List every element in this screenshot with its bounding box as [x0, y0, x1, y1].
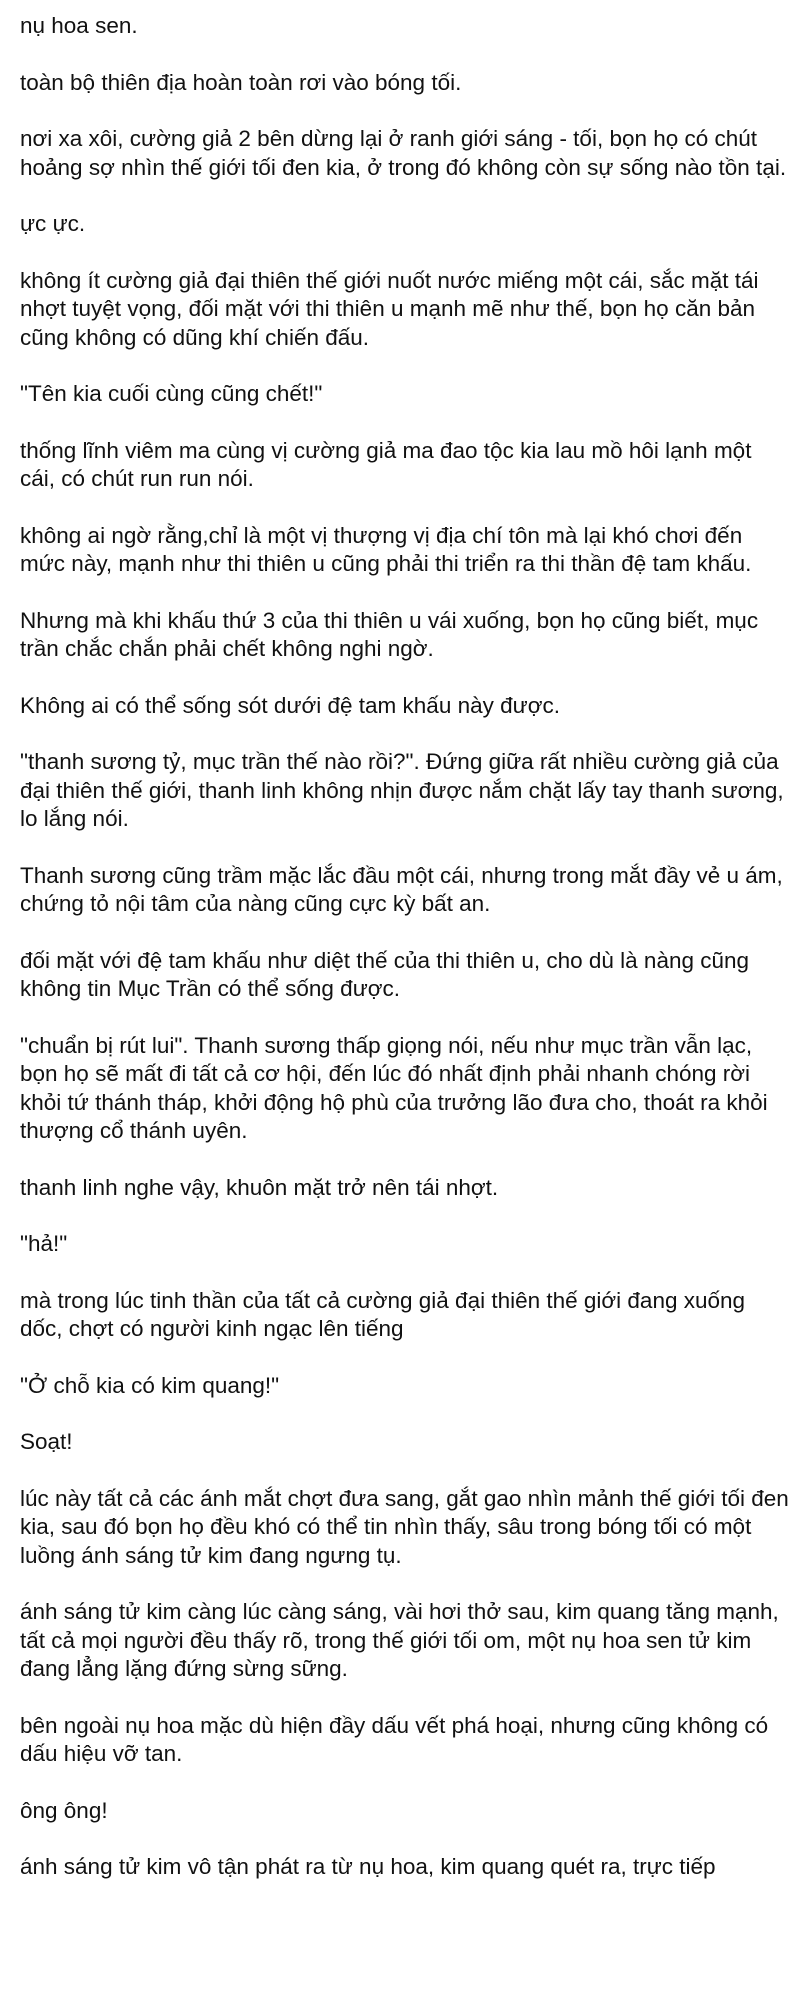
- paragraph: lúc này tất cả các ánh mắt chợt đưa sang, gắt gao nhìn mảnh thế giới tối đen kia, sau đó bọn họ đều khó có thể tin nhìn thấy, sâu trong bóng tối có một luồng ánh sáng tử kim đang ngưng tụ.: [20, 1485, 789, 1568]
- paragraph: Soạt!: [20, 1429, 73, 1454]
- paragraph: ánh sáng tử kim vô tận phát ra từ nụ hoa, kim quang quét ra, trực tiếp: [20, 1854, 716, 1879]
- paragraph: Nhưng mà khi khấu thứ 3 của thi thiên u vái xuống, bọn họ cũng biết, mục trần chắc chắn phải chết không nghi ngờ.: [20, 607, 759, 661]
- paragraph: "chuẩn bị rút lui". Thanh sương thấp giọng nói, nếu như mục trần vẫn lạc, bọn họ sẽ mất đi tất cả cơ hội, đến lúc đó nhất định phải nhanh chóng rời khỏi tứ thánh tháp, khởi động hộ phù của trưởng lão đưa cho, thoát ra khỏi thượng cổ thánh uyên.: [20, 1032, 768, 1143]
- paragraph: "Tên kia cuối cùng cũng chết!": [20, 381, 323, 406]
- paragraph: "thanh sương tỷ, mục trần thế nào rồi?". Đứng giữa rất nhiều cường giả của đại thiên thế giới, thanh linh không nhịn được nắm chặt lấy tay thanh sương, lo lắng nói.: [20, 749, 784, 831]
- paragraph: mà trong lúc tinh thần của tất cả cường giả đại thiên thế giới đang xuống dốc, chợt có người kinh ngạc lên tiếng: [20, 1287, 746, 1341]
- paragraph: đối mặt với đệ tam khấu như diệt thế của thi thiên u, cho dù là nàng cũng không tin Mục Trần có thể sống được.: [20, 947, 750, 1001]
- paragraph: ông ông!: [20, 1797, 108, 1823]
- paragraph: không ai ngờ rằng,chỉ là một vị thượng vị địa chí tôn mà lại khó chơi đến mức này, mạnh như thi thiên u cũng phải thi triển ra thi thần đệ tam khấu.: [20, 522, 752, 576]
- paragraph: ánh sáng tử kim càng lúc càng sáng, vài hơi thở sau, kim quang tăng mạnh, tất cả mọi người đều thấy rõ, trong thế giới tối om, một nụ hoa sen tử kim đang lẳng lặng đứng sừng sững.: [20, 1599, 779, 1681]
- paragraph: thanh linh nghe vậy, khuôn mặt trở nên tái nhợt.: [20, 1174, 499, 1200]
- paragraph: "Ở chỗ kia có kim quang!": [20, 1372, 280, 1398]
- paragraph: Không ai có thể sống sót dưới đệ tam khấu này được.: [20, 692, 560, 718]
- paragraph: "hả!": [20, 1231, 68, 1256]
- paragraph: bên ngoài nụ hoa mặc dù hiện đầy dấu vết phá hoại, nhưng cũng không có dấu hiệu vỡ tan.: [20, 1712, 769, 1766]
- paragraph: nơi xa xôi, cường giả 2 bên dừng lại ở ranh giới sáng - tối, bọn họ có chút hoảng sợ nhìn thế giới tối đen kia, ở trong đó không còn sự sống nào tồn tại.: [20, 126, 787, 180]
- paragraph: thống lĩnh viêm ma cùng vị cường giả ma đao tộc kia lau mồ hôi lạnh một cái, có chút run run nói.: [20, 437, 752, 491]
- paragraph: không ít cường giả đại thiên thế giới nuốt nước miếng một cái, sắc mặt tái nhợt tuyệt vọng, đối mặt với thi thiên u mạnh mẽ như thế, bọn họ căn bản cũng không có dũng khí chiến đấu.: [20, 267, 759, 350]
- paragraph: nụ hoa sen.: [20, 13, 138, 38]
- paragraph: ực ực.: [20, 211, 86, 236]
- paragraph: Thanh sương cũng trầm mặc lắc đầu một cái, nhưng trong mắt đầy vẻ u ám, chứng tỏ nội tâm của nàng cũng cực kỳ bất an.: [20, 862, 783, 916]
- paragraph: toàn bộ thiên địa hoàn toàn rơi vào bóng tối.: [20, 69, 462, 95]
